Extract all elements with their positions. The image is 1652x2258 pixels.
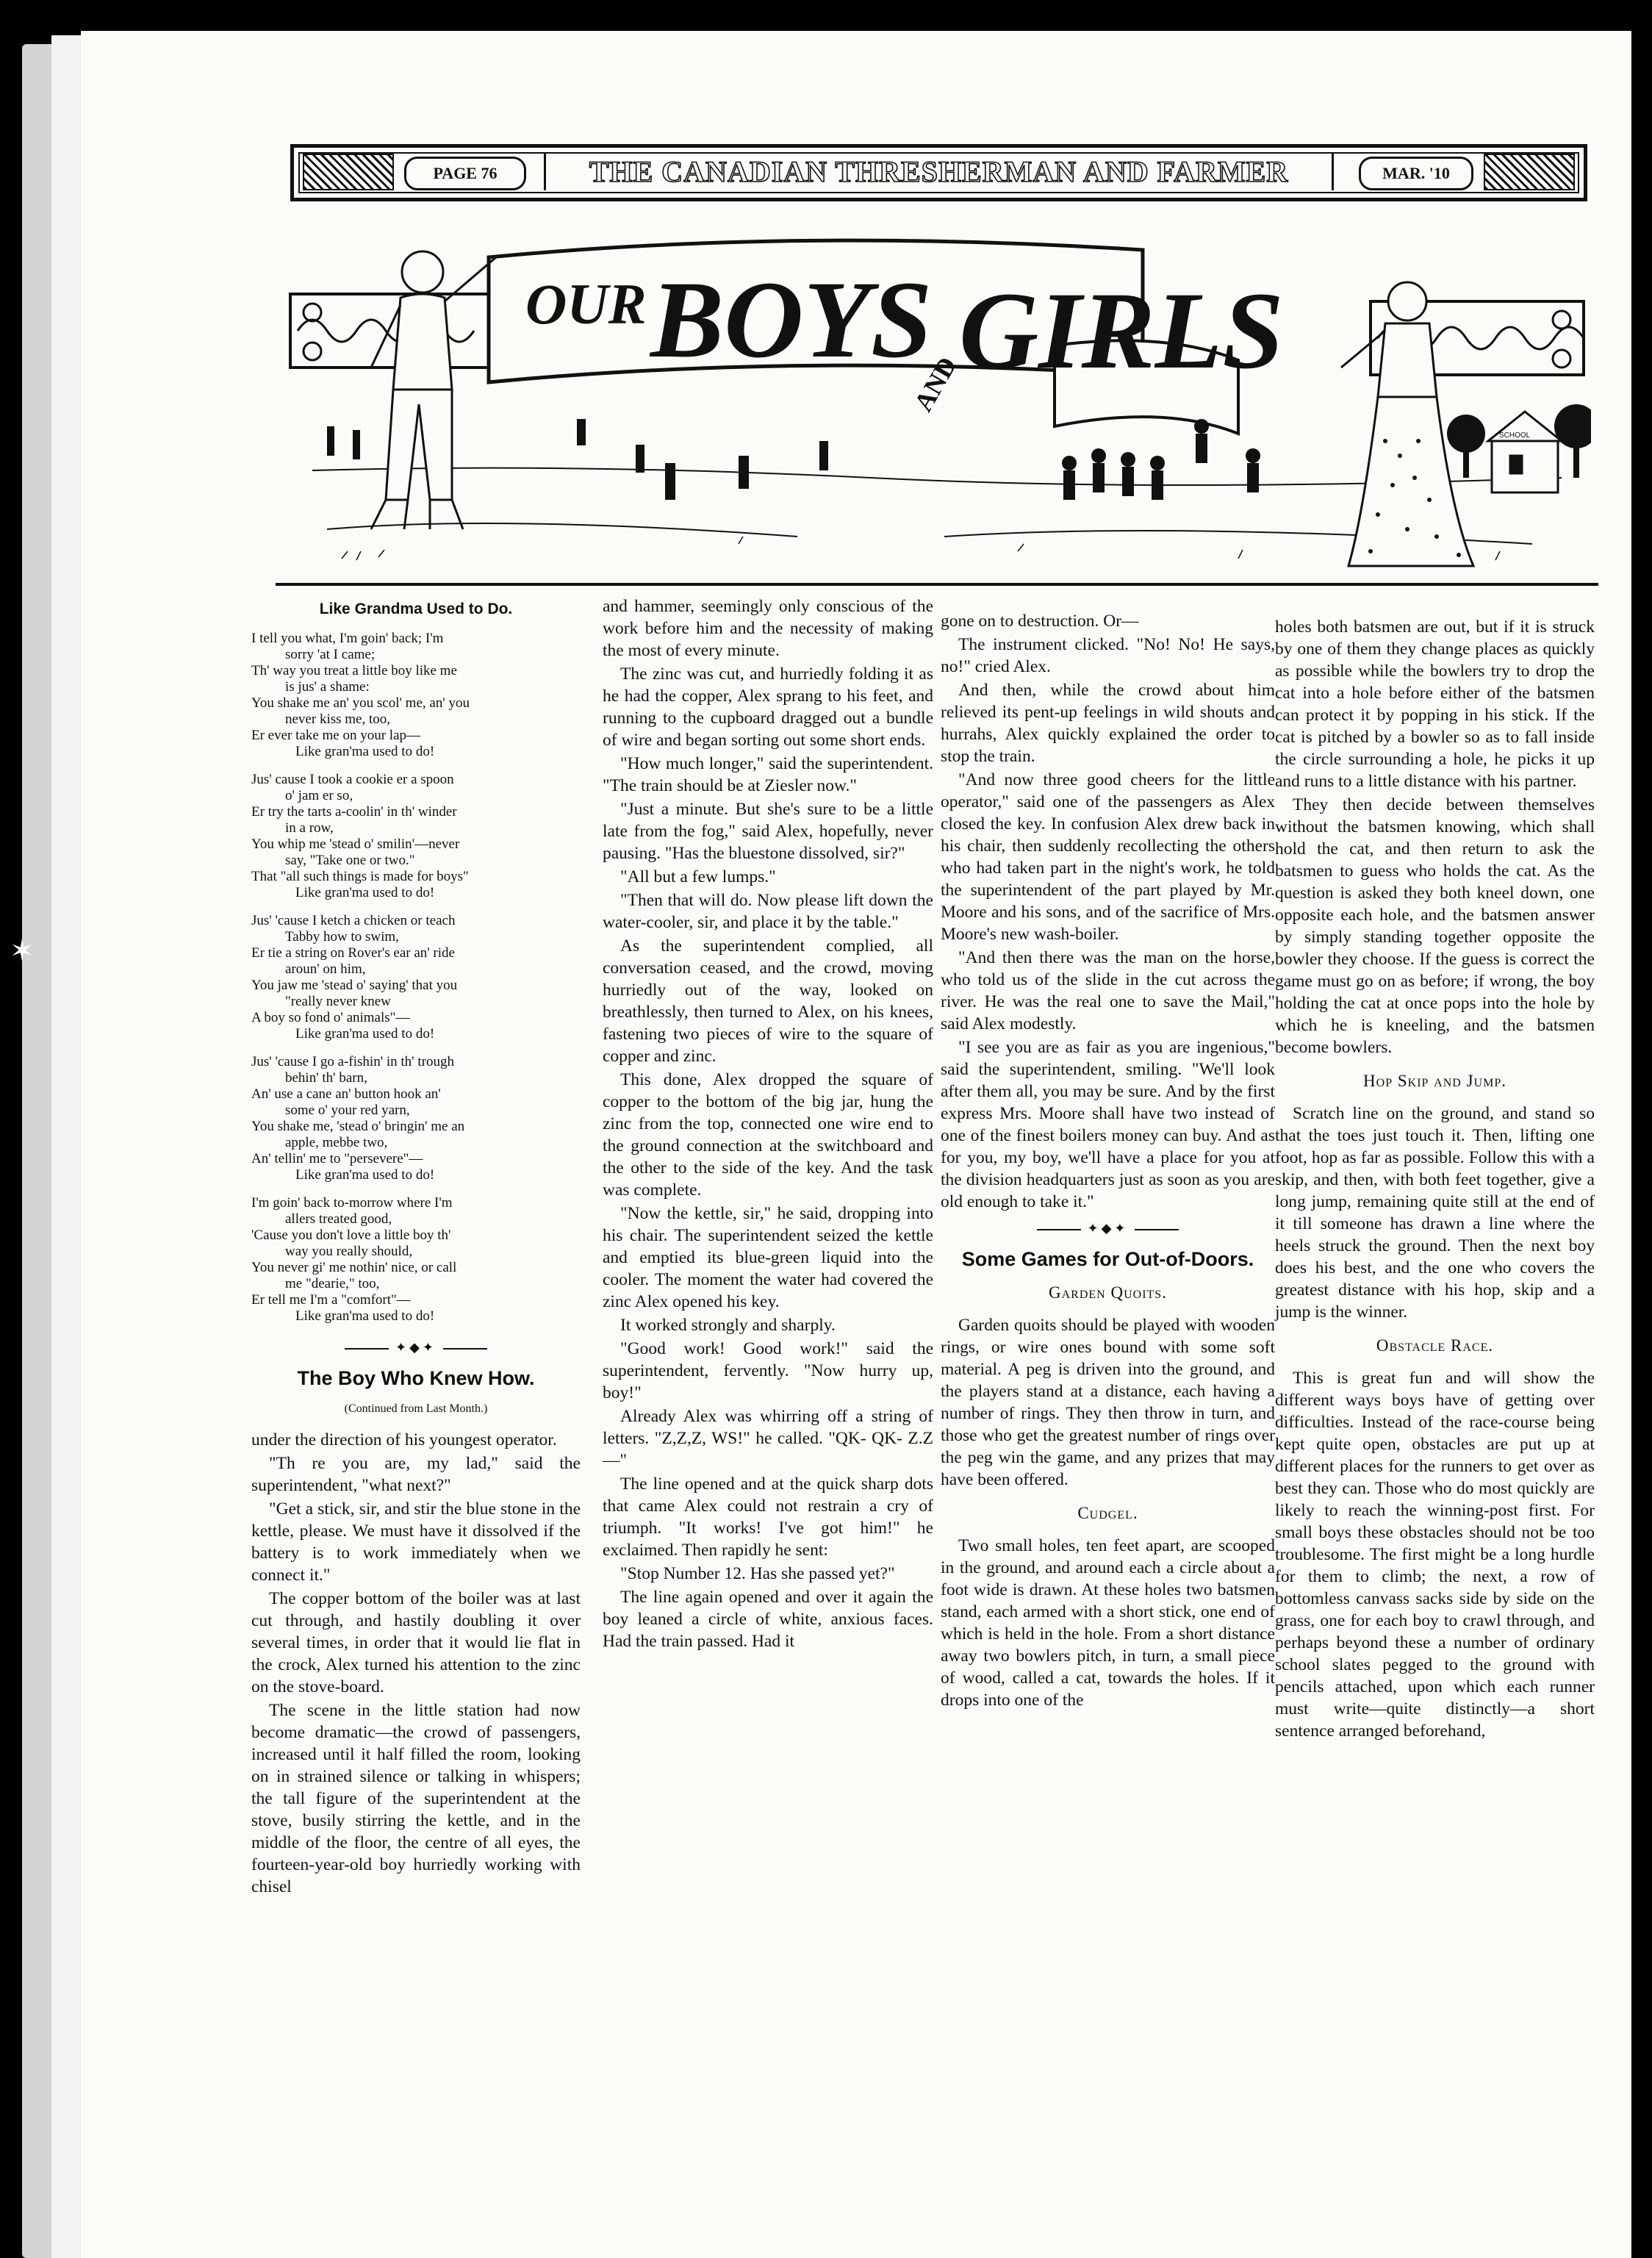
paragraph: "And then there was the man on the horse, who told us of the slide in the cut across the river. He was the real one to save the Mail," said Alex modestly. [941,948,1275,1033]
binding-mark: ✶ [10,934,35,967]
poem-line: Er try the tarts a-coolin' in th' winder [251,804,457,820]
poem-stanza [251,1195,581,1325]
column-2 [603,595,933,1652]
poem-line: Like gran'ma used to do! [295,885,435,900]
poem-line: Jus' 'cause I go a-fishin' in th' trough [251,1054,454,1069]
paragraph: "All but a few lumps." [620,867,776,886]
section-divider-rule [276,583,1598,586]
paragraph: holes both batsmen are out, but if it is struck by one of them they change places as quickly as possible while the bowlers try to drop the cat into a hole before either of the batsmen can protect it by popping in his stick. If the cat is pitched by a bowler so as to fall inside the circle surrounding a hole, he picks it up and runs to a little distance with his partner. [1275,617,1595,791]
paragraph: This done, Alex dropped the square of copper to the bottom of the big jar, hung the zinc from the top, connected one wire end to the ground connection at the switchboard and the other to the side of the key. And the task was complete. [603,1070,933,1200]
paragraph: The copper bottom of the boiler was at last cut through, and hastily doubling it over several times, in order that it would lie flat in the crock, Alex turned his attention to the zinc on the stove-board. [251,1589,581,1696]
games-title: Some Games for Out-of-Doors. [961,1248,1254,1270]
paragraph: "Stop Number 12. Has she passed yet?" [620,1564,895,1583]
paragraph: "Good work! Good work!" said the superintendent, fervently. "Now hurry up, boy!" [603,1339,933,1402]
poem-line: sorry 'at I came; [285,647,376,662]
poem-line: I'm goin' back to-morrow where I'm [251,1195,453,1211]
masthead-strip [290,144,1587,201]
story-continued-note: (Continued from Last Month.) [344,1402,488,1415]
column-1 [251,595,581,1898]
poem-line: Like gran'ma used to do! [295,1026,435,1042]
issue-date: MAR. '10 [1359,157,1473,190]
poem-line: Er tell me I'm a "comfort"— [251,1292,411,1308]
masthead-left-ornament [303,154,394,190]
garden-quoits-heading: Garden Quoits. [1049,1283,1167,1302]
poem-line: You whip me 'stead o' smilin'—never [251,836,460,852]
poem-line: Tabby how to swim, [285,929,399,945]
games-column-4 [1275,616,1595,1058]
poem-line: 'Cause you don't love a little boy th' [251,1227,451,1243]
poem-line: in a row, [285,820,334,836]
poem-line: A boy so fond o' animals"— [251,1010,410,1025]
poem-stanza [251,1054,581,1183]
banner-word-girls: GIRLS [959,270,1284,392]
poem-line: Jus' cause I took a cookie er a spoon [251,772,454,787]
page-number: PAGE 76 [404,157,526,190]
paragraph: Already Alex was whirring off a string of letters. "Z,Z,Z, WS!" he called. "QK- QK- Z.Z—" [603,1407,933,1470]
poem-line: behin' th' barn, [285,1070,367,1086]
poem-line: aroun' on him, [285,961,366,977]
banner-word-our: OUR [525,272,647,336]
column-3 [941,610,1275,1711]
poem-line: You shake me an' you scol' me, an' you [251,695,470,711]
paragraph: The line again opened and over it again the boy leaned a circle of white, anxious faces. Had the train passed. Had it [603,1588,933,1651]
hop-skip-jump-heading: Hop Skip and Jump. [1363,1072,1506,1090]
paragraph: They then decide between themselves without the batsmen knowing, which shall hold the cat, and then return to ask the batsmen to guess who holds the cat. As the question is asked they both kneel down, one opposite each hole, and the batsmen answer by simply standing together opposite the bowler they choose. If the guess is correct the game must go on as before; if wrong, the boy holding the cat at once pops into the hole by which he is kneeling, and the batsmen become bowlers. [1275,795,1595,1057]
paragraph: gone on to destruction. Or— [941,612,1139,631]
banner-svg [283,221,1591,573]
paragraph: The line opened and at the quick sharp dots that came Alex could not restrain a cry of triumph. "It works! I've got him!" he exclaimed. Then rapidly he sent: [603,1474,933,1560]
paragraph: "I see you are as fair as you are ingenious," said the superintendent, smiling. "We'll look after them all, you may be sure. And by the first express Mrs. Moore shall have two instead of one of the finest boilers money can buy. And as for you, my boy, we'll have a place for you at the division headquarters just as soon as you are old enough to take it." [941,1038,1275,1211]
paragraph: It worked strongly and sharply. [620,1316,836,1335]
paragraph: As the superintendent complied, all conversation ceased, and the crowd, moving hurriedly out of the way, looked on breathlessly, then turned to Alex, on his knees, fastening two pieces of wire to the square of copper and zinc. [603,936,933,1066]
banner-word-boys: BOYS [650,259,933,381]
story-column-3 [941,610,1275,1213]
paragraph: and hammer, seemingly only conscious of the work before him and the necessity of making the most of every minute. [603,597,933,660]
poem-stanza [251,631,581,760]
poem-line: Like gran'ma used to do! [295,1308,435,1324]
obstacle-race-text: This is great fun and will show the different ways boys have of getting over difficulties. Instead of the race-course being kept quite open, obstacles are put up at different places for the runners to get over as best they can. Those who do most quickly are likely to reach the winning-post first. For small boys these obstacles should not be too troublesome. The first might be a long hurdle for them to climb; the next, a row of bottomless canvass sacks side by side on the grass, one for each boy to crawl through, and perhaps beyond these a number of ordinary school slates pegged to the ground with pencils attached, upon which each runner must write—quite distinctly—a short sentence arranged beforehand, [1275,1369,1595,1741]
poem-line: Er ever take me on your lap— [251,728,421,743]
poem-line: way you really should, [285,1244,413,1259]
publication-title: THE CANADIAN THRESHERMAN AND FARMER [544,152,1334,190]
poem-line: An' use a cane an' button hook an' [251,1086,441,1102]
poem-line: Like gran'ma used to do! [295,744,435,759]
obstacle-race-heading: Obstacle Race. [1376,1336,1494,1355]
paragraph: The instrument clicked. "No! No! He says, no!" cried Alex. [941,635,1275,676]
paragraph: "Then that will do. Now please lift down the water-cooler, sir, and place it by the table." [603,891,933,932]
poem-line: apple, mebbe two, [285,1135,388,1150]
poem-line: Th' way you treat a little boy like me [251,663,457,678]
ornament-divider: ✦◆✦ [251,1336,581,1358]
poem-stanza [251,772,581,901]
column-4 [1275,616,1595,1742]
poem-line: Jus' 'cause I ketch a chicken or teach [251,913,456,928]
poem-line: me "dearie," too, [285,1276,380,1291]
paragraph: "Now the kettle, sir," he said, dropping into his chair. The superintendent seized the kettle and emptied its blue-green liquid into the cooler. The moment the water had covered the zinc Alex opened his key. [603,1204,933,1311]
paragraph: "Th re you are, my lad," said the superintendent, "what next?" [251,1454,581,1495]
paragraph: "And now three good cheers for the little operator," said one of the passengers as Alex closed the key. In confusion Alex drew back in his chair, then suddenly recollecting the others who had taken part in the night's work, he told the superintendent of the part played by Mr. Moore and his sons, and of the sacrifice of Mrs. Moore's new wash-boiler. [941,770,1275,944]
paragraph: "Get a stick, sir, and stir the blue stone in the kettle, please. We must have it dissolved if the battery is to work immediately when we connect it." [251,1499,581,1585]
poem-line: Er tie a string on Rover's ear an' ride [251,945,455,961]
poem-line: never kiss me, too, [285,712,391,727]
poem-line: "really never knew [285,994,391,1009]
hop-skip-jump-text: Scratch line on the ground, and stand so that the toes just touch it. Then, lifting one foot, hop as far as possible. Follow this with a skip, and then, with both feet together, give a long jump, remaining quite still at the end of it till someone has drawn a line where the heels struck the ground. Then the next boy does his best, and the one who covers the greatest distance with his hop, skip and a jump is the winner. [1275,1104,1595,1322]
poem-body [251,631,581,1325]
ornament-divider: ✦◆✦ [941,1217,1275,1239]
poem-stanza [251,913,581,1042]
school-sign: SCHOOL [1499,431,1531,440]
poem-line: Like gran'ma used to do! [295,1167,435,1183]
poem-title: Like Grandma Used to Do. [319,601,513,617]
paragraph: The scene in the little station had now become dramatic—the crowd of passengers, increased until it half filled the room, looking on in strained silence or talking in whispers; the tall figure of the superintendent at the stove, busily stirring the kettle, and in the middle of the floor, the centre of all eyes, the fourteen-year-old boy hurriedly working with chisel [251,1701,581,1896]
poem-line: You never gi' me nothin' nice, or call [251,1260,457,1275]
paragraph: under the direction of his youngest operator. [251,1430,557,1449]
story-title: The Boy Who Knew How. [297,1367,535,1389]
paragraph: "Just a minute. But she's sure to be a little late from the fog," said Alex, hopefully, never pausing. "Has the bluestone dissolved, sir?" [603,800,933,863]
poem-line: That "all such things is made for boys" [251,869,469,884]
story-column-1 [251,1429,581,1898]
section-banner-illustration [283,221,1591,573]
poem-line: is jus' a shame: [285,679,370,695]
poem-line: An' tellin' me to "persevere"— [251,1151,423,1166]
poem-line: You jaw me 'stead o' saying' that you [251,978,458,993]
poem-line: I tell you what, I'm goin' back; I'm [251,631,444,646]
poem-line: allers treated good, [285,1211,392,1227]
poem-line: o' jam er so, [285,788,353,803]
paragraph: The zinc was cut, and hurriedly folding it as he had the copper, Alex sprang to his feet, and running to the cupboard dragged out a bundle of wire and began sorting out some short ends. [603,664,933,750]
poem-line: You shake me, 'stead o' bringin' me an [251,1119,465,1134]
story-column-2 [603,595,933,1652]
masthead-right-ornament [1484,154,1575,190]
paragraph: "How much longer," said the superintendent. "The train should be at Ziesler now." [603,754,933,795]
garden-quoits-text: Garden quoits should be played with wooden rings, or wire ones bound with some soft material. A peg is driven into the ground, and the players stand at a distance, each having a number of rings. They then throw in turn, and those who get the greatest number of rings over the peg win the game, and any prizes that may have been offered. [941,1316,1275,1489]
banner-word-and: AND [908,351,963,417]
paragraph: And then, while the crowd about him relieved its pent-up feelings in wild shouts and hurrahs, Alex quickly explained the order to stop the train. [941,681,1275,766]
poem-line: some o' your red yarn, [285,1103,410,1118]
poem-line: say, "Take one or two." [285,853,415,868]
cudgel-heading: Cudgel. [1077,1504,1138,1522]
cudgel-text: Two small holes, ten feet apart, are scooped in the ground, and around each a circle about a foot wide is drawn. At these holes two batsmen stand, each armed with a short stick, one end of which is held in the hole. From a short distance away two bowlers pitch, in turn, a small piece of wood, called a cat, towards the holes. If it drops into one of the [941,1536,1275,1710]
